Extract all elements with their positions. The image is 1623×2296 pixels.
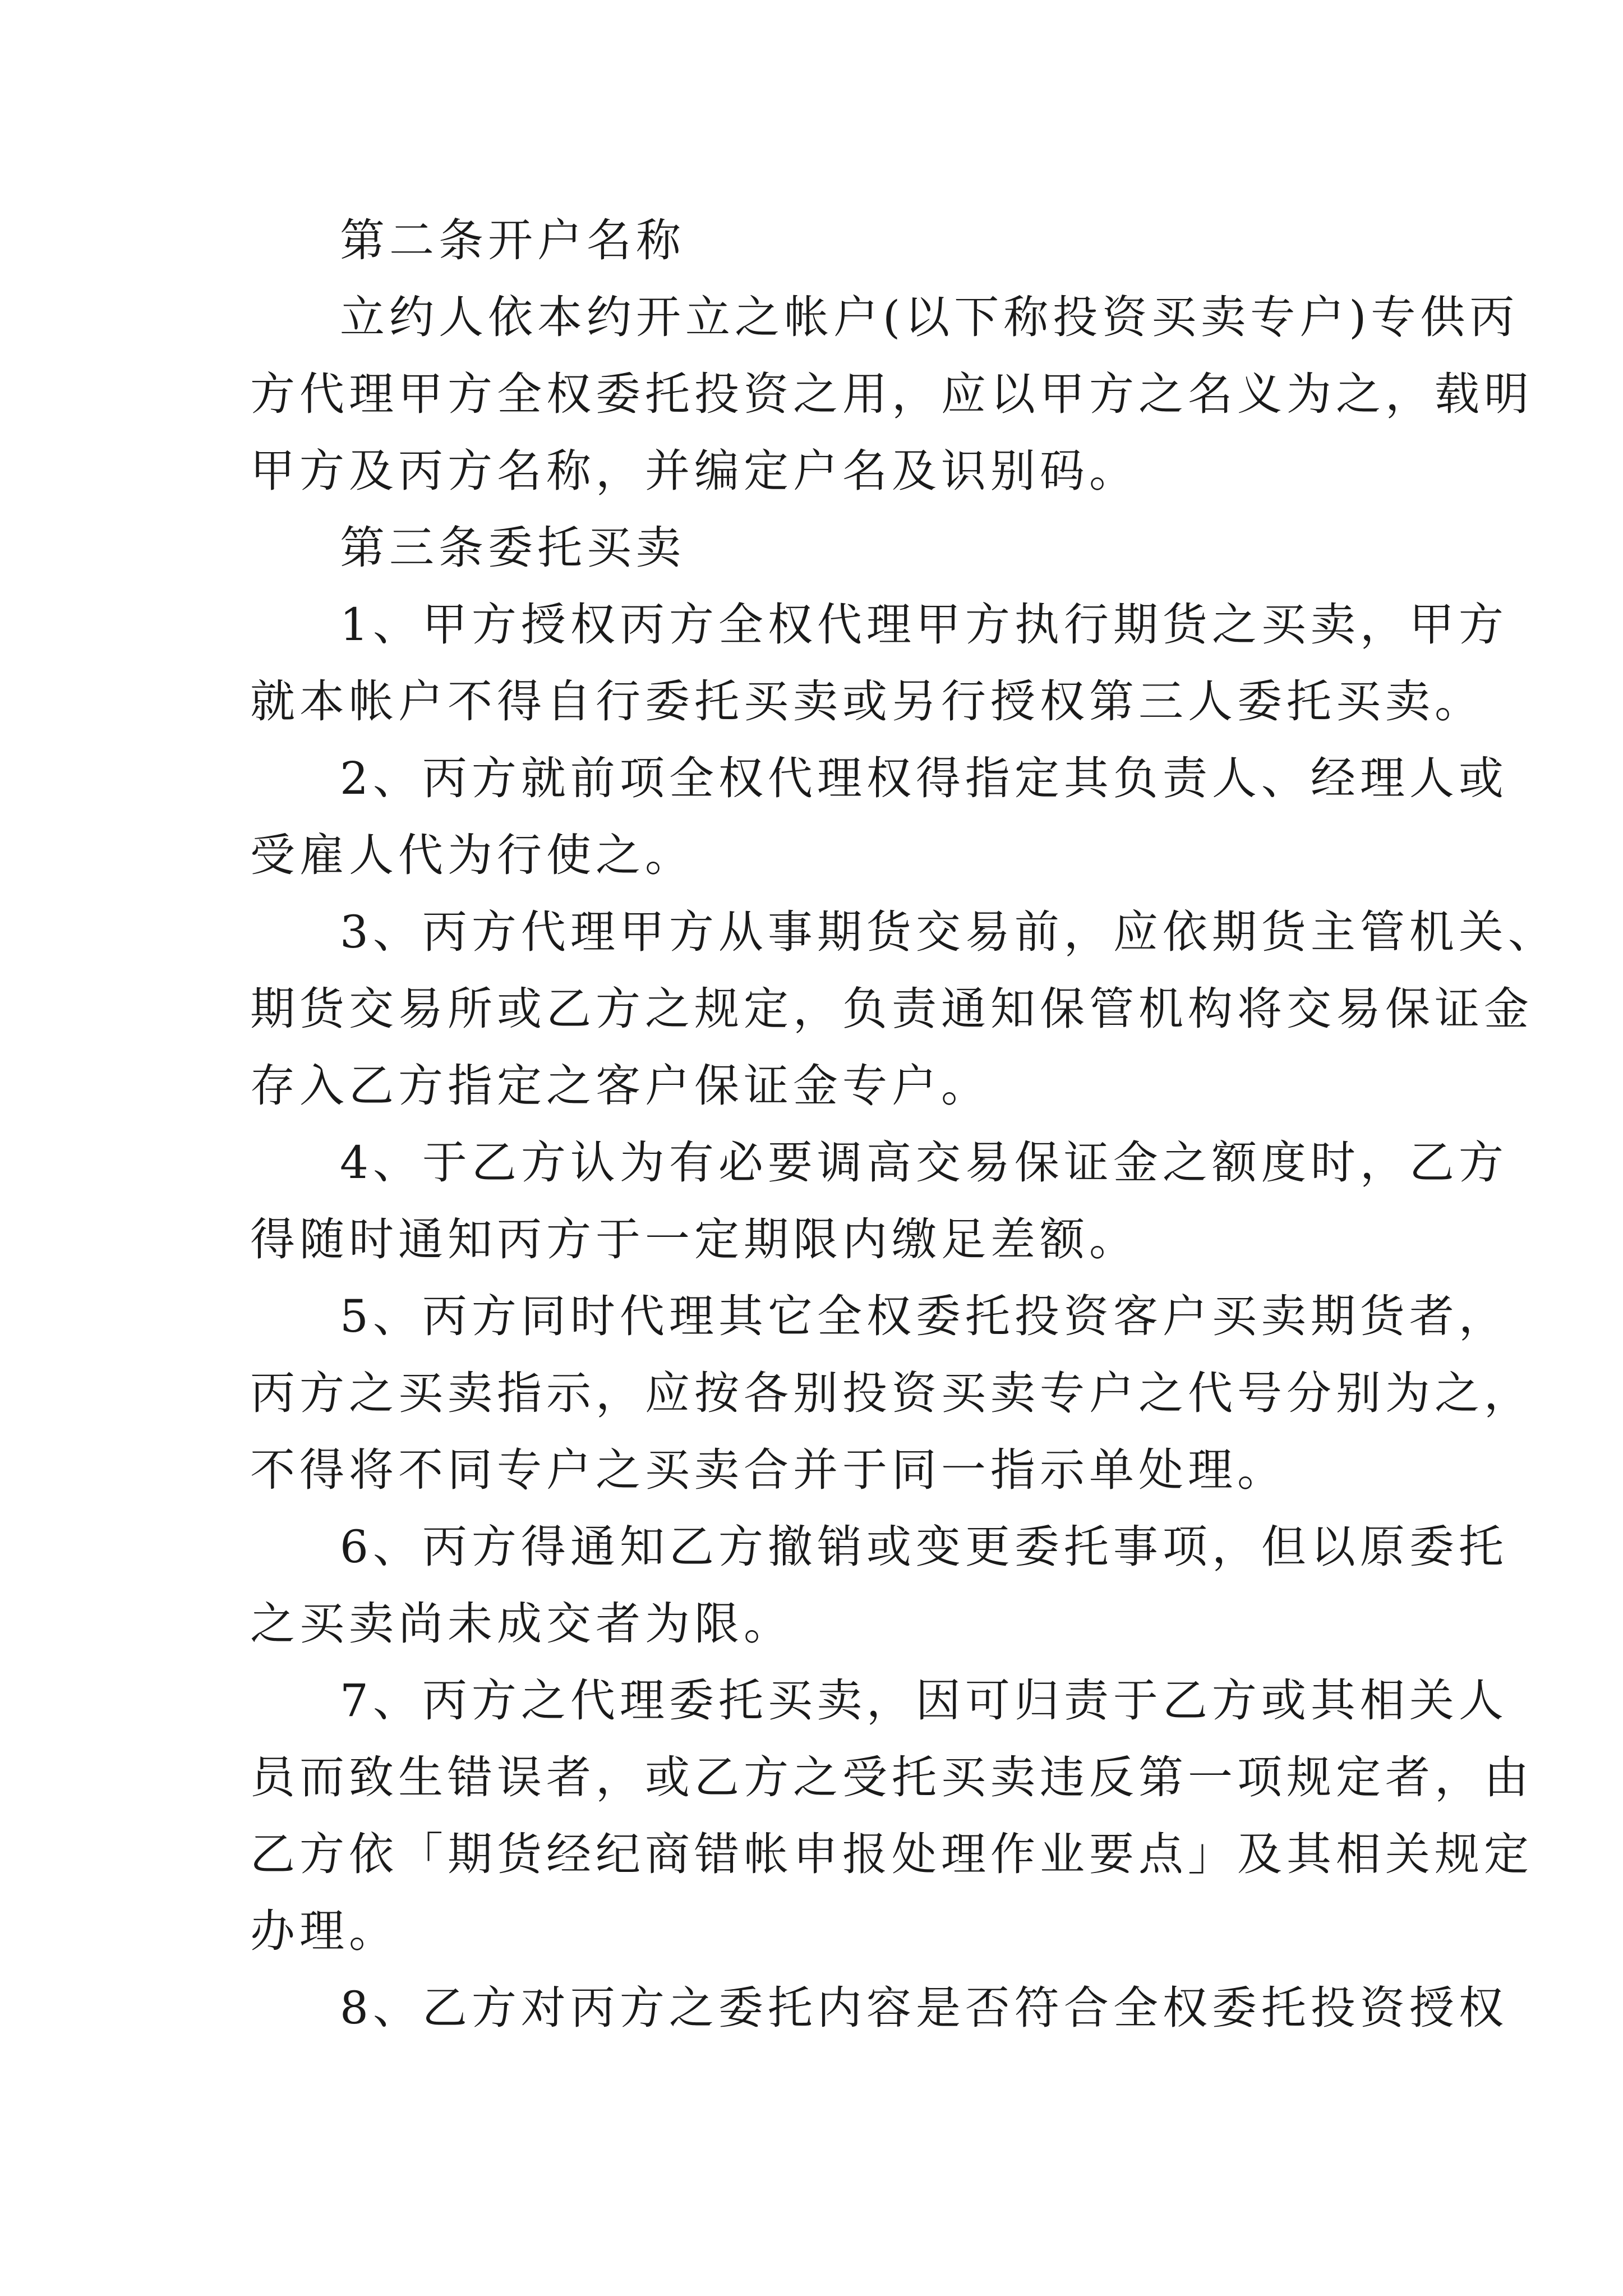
section-heading-article-3: 第三条委托买卖 [340,522,685,574]
clause-4-line: 4、于乙方认为有必要调高交易保证金之额度时，乙方 [340,1137,1508,1189]
clause-4-line: 得随时通知丙方于一定期限内缴足差额。 [250,1213,1138,1266]
clause-3-line: 期货交易所或乙方之规定，负责通知保管机构将交易保证金 [250,983,1533,1035]
clause-7-line: 7、丙方之代理委托买卖，因可归责于乙方或其相关人 [340,1674,1508,1727]
clause-2-line: 2、丙方就前项全权代理权得指定其负责人、经理人或 [340,752,1508,804]
clause-1-line: 就本帐户不得自行委托买卖或另行授权第三人委托买卖。 [250,675,1484,728]
clause-8-line: 8、乙方对丙方之委托内容是否符合全权委托投资授权 [340,1982,1508,2034]
clause-3-line: 存入乙方指定之客户保证金专户。 [250,1060,990,1112]
clause-5-line: 丙方之买卖指示，应按各别投资买卖专户之代号分别为之， [250,1367,1533,1419]
clause-5-line: 5、丙方同时代理其它全权委托投资客户买卖期货者， [340,1290,1508,1342]
clause-7-line: 员而致生错误者，或乙方之受托买卖违反第一项规定者，由 [250,1751,1533,1803]
clause-7-line: 乙方依「期货经纪商错帐申报处理作业要点」及其相关规定 [250,1828,1533,1880]
paragraph-line: 立约人依本约开立之帐户(以下称投资买卖专户)专供丙 [340,291,1519,343]
paragraph-line: 方代理甲方全权委托投资之用，应以甲方之名义为之，载明 [250,368,1533,420]
document-body [250,202,1557,2046]
clause-6-line: 6、丙方得通知乙方撤销或变更委托事项，但以原委托 [340,1521,1508,1573]
clause-3-line: 3、丙方代理甲方从事期货交易前，应依期货主管机关、 [340,906,1557,958]
paragraph-line: 甲方及丙方名称，并编定户名及识别码。 [250,445,1138,497]
clause-2-line: 受雇人代为行使之。 [250,829,694,881]
clause-6-line: 之买卖尚未成交者为限。 [250,1598,793,1650]
clause-7-line: 办理。 [250,1905,398,1957]
clause-1-line: 1、甲方授权丙方全权代理甲方执行期货之买卖，甲方 [340,599,1508,651]
section-heading-article-2: 第二条开户名称 [340,214,685,266]
clause-5-line: 不得将不同专户之买卖合并于同一指示单处理。 [250,1444,1287,1496]
